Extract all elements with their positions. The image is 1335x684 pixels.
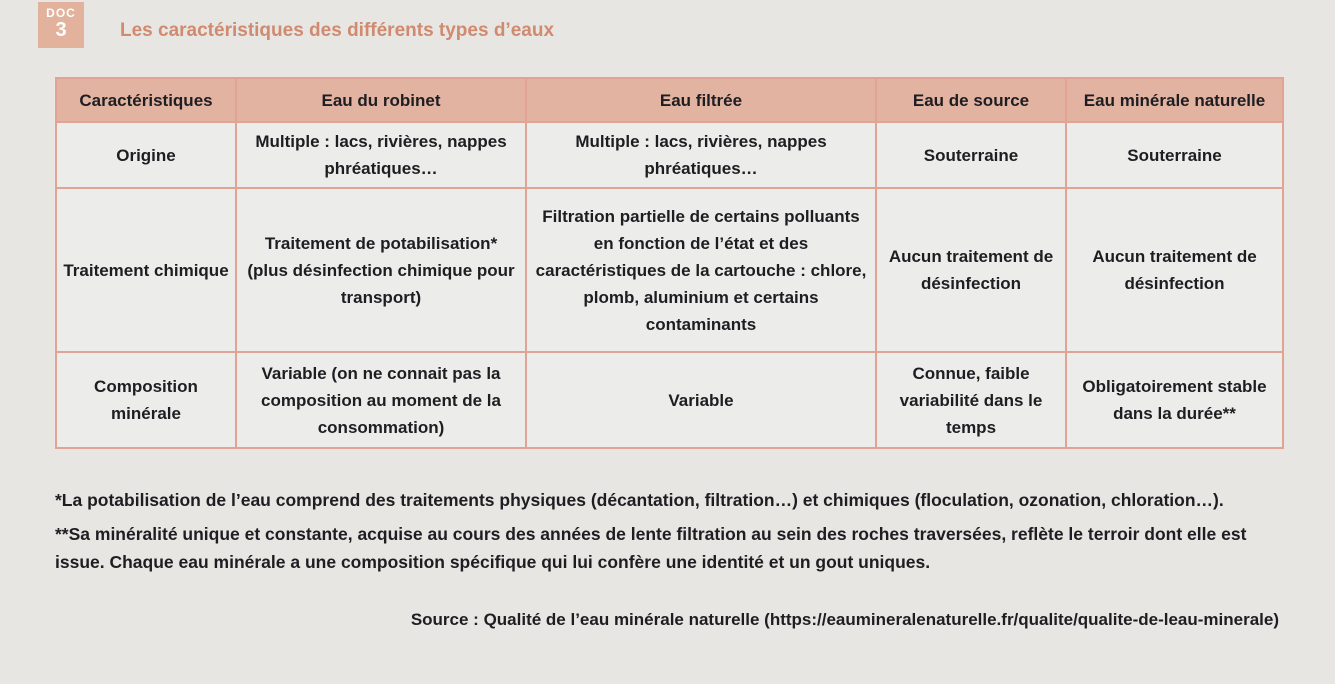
- footnote-potabilisation: *La potabilisation de l’eau comprend des traitements physiques (décantation, filtration…) et chimiques (floculation, ozonation, chloration…).: [55, 490, 1224, 510]
- characteristics-table: [55, 77, 1284, 449]
- row-label: Traitement chimique: [56, 188, 236, 352]
- table-header-cell: Eau filtrée: [526, 78, 876, 122]
- table-cell: Souterraine: [1066, 122, 1283, 188]
- table-header-row: [56, 78, 1283, 122]
- table-cell: Aucun traitement de désinfection: [1066, 188, 1283, 352]
- row-label: Origine: [56, 122, 236, 188]
- table-row: [56, 352, 1283, 448]
- table-cell: Traitement de potabilisation* (plus désinfection chimique pour transport): [236, 188, 526, 352]
- table-cell: Connue, faible variabilité dans le temps: [876, 352, 1066, 448]
- table-header-cell: Caractéristiques: [56, 78, 236, 122]
- doc-title: Les caractéristiques des différents types d’eaux: [120, 20, 555, 41]
- table-header-cell: Eau de source: [876, 78, 1066, 122]
- table-cell: Multiple : lacs, rivières, nappes phréatiques…: [236, 122, 526, 188]
- footnote-mineralite: **Sa minéralité unique et constante, acquise au cours des années de lente filtration au sein des roches traversées, reflète le terroir dont elle est issue. Chaque eau minérale a une composition spécifique qui lui confère une identité et un gout uniques.: [55, 524, 1247, 572]
- table-cell: Souterraine: [876, 122, 1066, 188]
- footnotes: [55, 486, 1285, 582]
- table-cell: Multiple : lacs, rivières, nappes phréatiques…: [526, 122, 876, 188]
- doc-badge: [38, 2, 84, 48]
- doc-number: 3: [55, 19, 67, 41]
- table-cell: Aucun traitement de désinfection: [876, 188, 1066, 352]
- doc-label: DOC: [46, 6, 76, 20]
- table-cell: Filtration partielle de certains polluants en fonction de l’état et des caractéristiques de la cartouche : chlore, plomb, aluminium et certains contaminants: [526, 188, 876, 352]
- table-cell: Variable: [526, 352, 876, 448]
- table-cell: Obligatoirement stable dans la durée**: [1066, 352, 1283, 448]
- table-row: [56, 188, 1283, 352]
- source-citation: Source : Qualité de l’eau minérale naturelle (https://eaumineralenaturelle.fr/qualite/qualite-de-leau-minerale): [410, 610, 1279, 629]
- table-header-cell: Eau minérale naturelle: [1066, 78, 1283, 122]
- table-row: [56, 122, 1283, 188]
- row-label: Composition minérale: [56, 352, 236, 448]
- table-header-cell: Eau du robinet: [236, 78, 526, 122]
- table-cell: Variable (on ne connait pas la composition au moment de la consommation): [236, 352, 526, 448]
